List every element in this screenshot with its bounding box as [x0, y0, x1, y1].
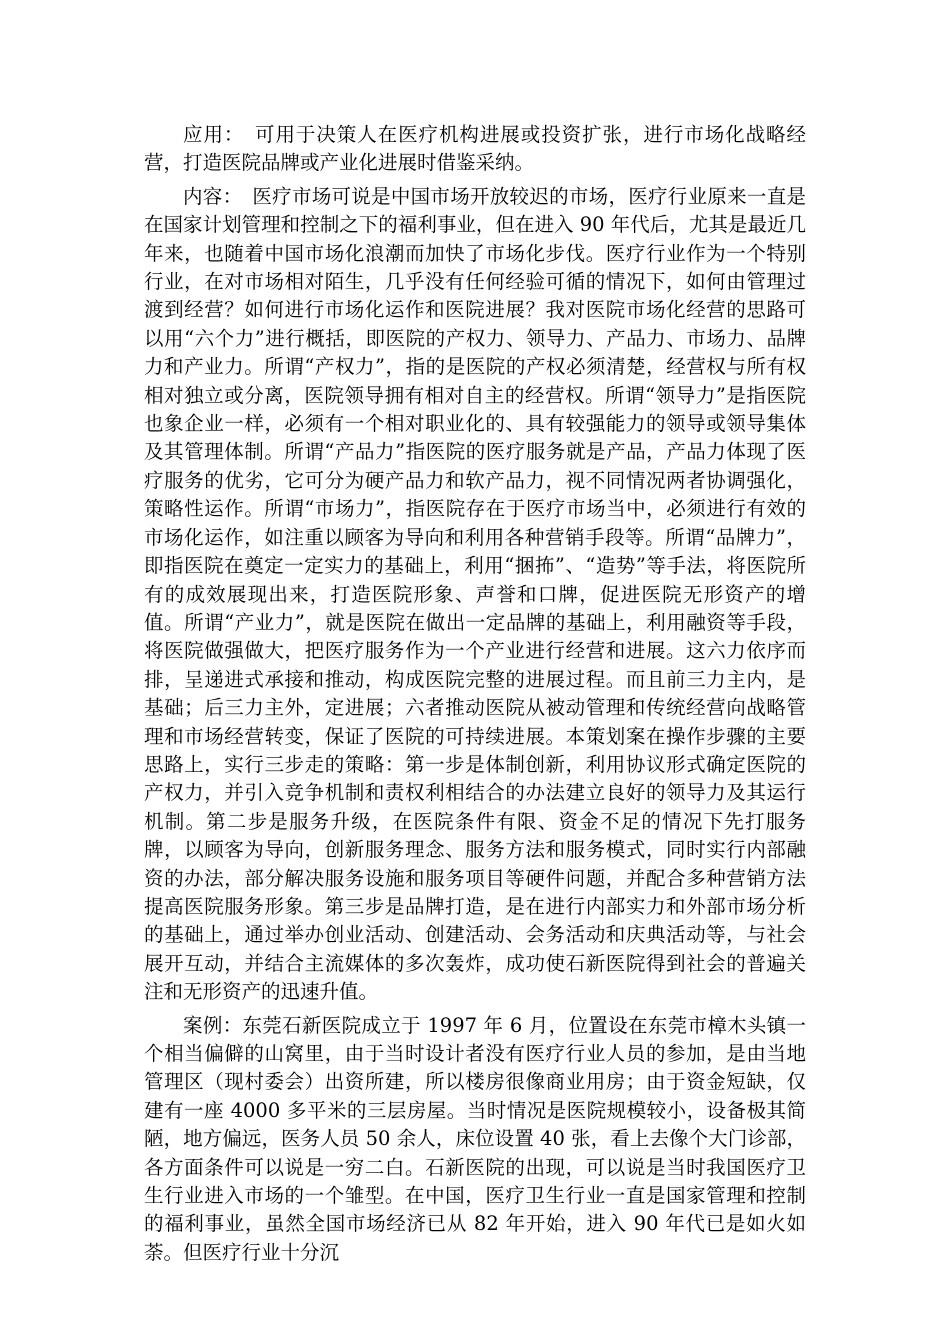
document-body	[144, 121, 806, 1272]
paragraph-case: 案例：东莞石新医院成立于 1997 年 6 月，位置设在东莞市樟木头镇一个相当偏僻的山窝里，由于当时设计者没有医疗行业人员的参加，是由当地管理区（现村委会）出资所建，所以楼房很像商业用房；由于资金短缺，仅建有一座 4000 多平米的三层房屋。当时情况是医院规模较小，设备极其简陋，地方偏远，医务人员 50 余人，床位设置 40 张，看上去像个大门诊部，各方面条件可以说是一穷二白。石新医院的出现，可以说是当时我国医疗卫生行业进入市场的一个雏型。在中国，医疗卫生行业一直是国家管理和控制的福利事业，虽然全国市场经济已从 82 年开始，进入 90 年代已是如火如荼。但医疗行业十分沉	[144, 1013, 806, 1264]
paragraph-application: 应用： 可用于决策人在医疗机构进展或投资扩张，进行市场化战略经营，打造医院品牌或产业化进展时借鉴采纳。	[144, 123, 806, 175]
paragraph-content: 内容： 医疗市场可说是中国市场开放较迟的市场，医疗行业原来一直是在国家计划管理和控制之下的福利事业，但在进入 90 年代后，尤其是最近几年来，也随着中国市场化浪潮而加快了市场化步伐。医疗行业作为一个特别行业，在对市场相对陌生，几乎没有任何经验可循的情况下，如何由管理过渡到经营？如何进行市场化运作和医院进展？我对医院市场化经营的思路可以用“六个力”进行概括，即医院的产权力、领导力、产品力、市场力、品牌力和产业力。所谓“产权力”，指的是医院的产权必须清楚，经营权与所有权相对独立或分离，医院领导拥有相对自主的经营权。所谓“领导力”是指医院也象企业一样，必须有一个相对职业化的、具有较强能力的领导或领导集体及其管理体制。所谓“产品力”指医院的医疗服务就是产品，产品力体现了医疗服务的优劣，它可分为硬产品力和软产品力，视不同情况两者协调强化，策略性运作。所谓“市场力”，指医院存在于医疗市场当中，必须进行有效的市场化运作，如注重以顾客为导向和利用各种营销手段等。所谓“品牌力”，即指医院在奠定一定实力的基础上，利用“捆抪”、“造势”等手法，将医院所有的成效展现出来，打造医院形象、声誉和口牌，促进医院无形资产的增值。所谓“产业力”，就是医院在做出一定品牌的基础上，利用融资等手段，将医院做强做大，把医疗服务作为一个产业进行经营和进展。这六力依序而排，呈递进式承接和推动，构成医院完整的进展过程。而且前三力主内，是基础；后三力主外，定进展；六者推动医院从被动管理和传统经营向战略管理和市场经营转变，保证了医院的可持续进展。本策划案在操作步骤的主要思路上，实行三步走的策略：第一步是体制创新，利用协议形式确定医院的产权力，并引入竞争机制和责权利相结合的办法建立良好的领导力及其运行机制。第二步是服务升级，在医院条件有限、资金不足的情况下先打服务牌，以顾客为导向，创新服务理念、服务方法和服务模式，同时实行内部融资的办法，部分解决服务设施和服务项目等硬件问题，并配合多种营销方法提高医院服务形象。第三步是品牌打造，是在进行内部实力和外部市场分析的基础上，通过举办创业活动、创建活动、会务活动和庆典活动等，与社会展开互动，并结合主流媒体的多次轰炸，成功使石新医院得到社会的普遍关注和无形资产的迅速升值。	[144, 184, 806, 1004]
